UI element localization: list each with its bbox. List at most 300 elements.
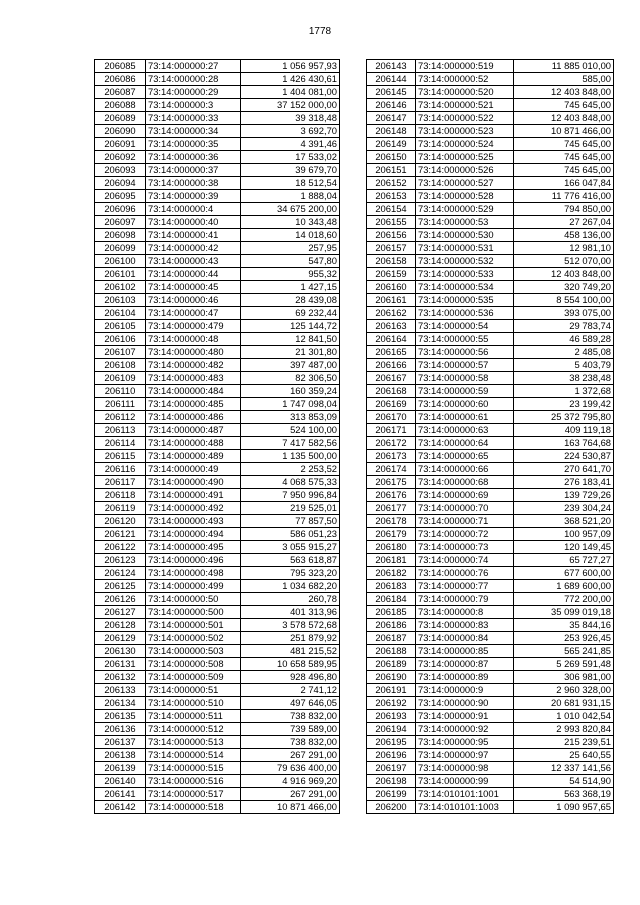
cadastral-number-cell: 73:14:000000:87 — [416, 658, 514, 671]
table-row — [95, 411, 340, 424]
value-cell: 39 318,48 — [241, 112, 340, 125]
value-cell: 745 645,00 — [514, 99, 614, 112]
row-number-cell: 206134 — [95, 697, 146, 710]
value-cell: 739 589,00 — [241, 723, 340, 736]
table-row — [95, 164, 340, 177]
table-row — [95, 801, 340, 814]
value-cell: 35 099 019,18 — [514, 606, 614, 619]
table-row — [95, 268, 340, 281]
cadastral-number-cell: 73:14:000000:64 — [416, 437, 514, 450]
table-row — [367, 398, 614, 411]
cadastral-number-cell: 73:14:000000:48 — [146, 333, 241, 346]
cadastral-number-cell: 73:14:000000:79 — [416, 593, 514, 606]
row-number-cell: 206168 — [367, 385, 416, 398]
value-cell: 65 727,27 — [514, 554, 614, 567]
row-number-cell: 206086 — [95, 73, 146, 86]
cadastral-number-cell: 73:14:000000:511 — [146, 710, 241, 723]
row-number-cell: 206166 — [367, 359, 416, 372]
cadastral-number-cell: 73:14:000000:491 — [146, 489, 241, 502]
cadastral-number-cell: 73:14:000000:29 — [146, 86, 241, 99]
value-cell: 1 034 682,20 — [241, 580, 340, 593]
cadastral-number-cell: 73:14:000000:41 — [146, 229, 241, 242]
row-number-cell: 206129 — [95, 632, 146, 645]
table-row — [95, 736, 340, 749]
row-number-cell: 206106 — [95, 333, 146, 346]
cadastral-number-cell: 73:14:000000:530 — [416, 229, 514, 242]
table-row — [367, 177, 614, 190]
value-cell: 215 239,51 — [514, 736, 614, 749]
row-number-cell: 206120 — [95, 515, 146, 528]
cadastral-number-cell: 73:14:000000:496 — [146, 554, 241, 567]
table-row — [367, 190, 614, 203]
table-row — [95, 580, 340, 593]
value-cell: 18 512,54 — [241, 177, 340, 190]
row-number-cell: 206131 — [95, 658, 146, 671]
value-cell: 267 291,00 — [241, 749, 340, 762]
table-row — [95, 502, 340, 515]
cadastral-number-cell: 73:14:000000:522 — [416, 112, 514, 125]
value-cell: 1 090 957,65 — [514, 801, 614, 814]
value-cell: 39 679,70 — [241, 164, 340, 177]
row-number-cell: 206111 — [95, 398, 146, 411]
cadastral-number-cell: 73:14:000000:27 — [146, 60, 241, 73]
value-cell: 397 487,00 — [241, 359, 340, 372]
value-cell: 14 018,60 — [241, 229, 340, 242]
value-cell: 239 304,24 — [514, 502, 614, 515]
table-row — [367, 151, 614, 164]
value-cell: 794 850,00 — [514, 203, 614, 216]
cadastral-number-cell: 73:14:000000:508 — [146, 658, 241, 671]
cadastral-number-cell: 73:14:000000:500 — [146, 606, 241, 619]
row-number-cell: 206194 — [367, 723, 416, 736]
row-number-cell: 206110 — [95, 385, 146, 398]
table-row — [95, 788, 340, 801]
value-cell: 586 051,23 — [241, 528, 340, 541]
table-row — [367, 723, 614, 736]
row-number-cell: 206099 — [95, 242, 146, 255]
table-row — [367, 697, 614, 710]
cadastral-number-cell: 73:14:000000:513 — [146, 736, 241, 749]
value-cell: 795 323,20 — [241, 567, 340, 580]
cadastral-number-cell: 73:14:000000:533 — [416, 268, 514, 281]
row-number-cell: 206127 — [95, 606, 146, 619]
table-row — [367, 554, 614, 567]
value-cell: 1 372,68 — [514, 385, 614, 398]
cadastral-number-cell: 73:14:000000:28 — [146, 73, 241, 86]
cadastral-number-cell: 73:14:000000:38 — [146, 177, 241, 190]
value-cell: 27 267,04 — [514, 216, 614, 229]
table-row — [367, 229, 614, 242]
page-number: 1778 — [308, 26, 332, 37]
row-number-cell: 206193 — [367, 710, 416, 723]
row-number-cell: 206105 — [95, 320, 146, 333]
table-row — [367, 86, 614, 99]
value-cell: 10 871 466,00 — [514, 125, 614, 138]
cadastral-number-cell: 73:14:000000:95 — [416, 736, 514, 749]
value-cell: 677 600,00 — [514, 567, 614, 580]
row-number-cell: 206159 — [367, 268, 416, 281]
table-row — [95, 294, 340, 307]
row-number-cell: 206140 — [95, 775, 146, 788]
cadastral-number-cell: 73:14:000000:60 — [416, 398, 514, 411]
cadastral-number-cell: 73:14:000000:39 — [146, 190, 241, 203]
value-cell: 306 981,00 — [514, 671, 614, 684]
row-number-cell: 206144 — [367, 73, 416, 86]
table-row — [367, 606, 614, 619]
cadastral-number-cell: 73:14:000000:515 — [146, 762, 241, 775]
value-cell: 29 783,74 — [514, 320, 614, 333]
row-number-cell: 206142 — [95, 801, 146, 814]
value-cell: 1 426 430,61 — [241, 73, 340, 86]
row-number-cell: 206186 — [367, 619, 416, 632]
row-number-cell: 206171 — [367, 424, 416, 437]
value-cell: 34 675 200,00 — [241, 203, 340, 216]
cadastral-number-cell: 73:14:000000:57 — [416, 359, 514, 372]
row-number-cell: 206165 — [367, 346, 416, 359]
value-cell: 21 301,80 — [241, 346, 340, 359]
row-number-cell: 206182 — [367, 567, 416, 580]
table-row — [95, 762, 340, 775]
value-cell: 409 119,18 — [514, 424, 614, 437]
row-number-cell: 206114 — [95, 437, 146, 450]
row-number-cell: 206170 — [367, 411, 416, 424]
cadastral-number-cell: 73:14:000000:501 — [146, 619, 241, 632]
value-cell: 28 439,08 — [241, 294, 340, 307]
cadastral-number-cell: 73:14:000000:518 — [146, 801, 241, 814]
value-cell: 2 741,12 — [241, 684, 340, 697]
cadastral-number-cell: 73:14:000000:487 — [146, 424, 241, 437]
cadastral-number-cell: 73:14:000000:479 — [146, 320, 241, 333]
cadastral-number-cell: 73:14:000000:97 — [416, 749, 514, 762]
value-cell: 497 646,05 — [241, 697, 340, 710]
value-cell: 2 485,08 — [514, 346, 614, 359]
cadastral-number-cell: 73:14:000000:480 — [146, 346, 241, 359]
table-row — [367, 164, 614, 177]
cadastral-number-cell: 73:14:000000:77 — [416, 580, 514, 593]
cadastral-number-cell: 73:14:000000:4 — [146, 203, 241, 216]
row-number-cell: 206191 — [367, 684, 416, 697]
table-row — [367, 580, 614, 593]
cadastral-number-cell: 73:14:000000:52 — [416, 73, 514, 86]
cadastral-number-cell: 73:14:000000:98 — [416, 762, 514, 775]
value-cell: 23 199,42 — [514, 398, 614, 411]
table-row — [367, 268, 614, 281]
row-number-cell: 206125 — [95, 580, 146, 593]
cadastral-number-cell: 73:14:000000:494 — [146, 528, 241, 541]
value-cell: 4 391,46 — [241, 138, 340, 151]
row-number-cell: 206091 — [95, 138, 146, 151]
table-row — [367, 424, 614, 437]
row-number-cell: 206174 — [367, 463, 416, 476]
table-row — [95, 476, 340, 489]
table-row — [95, 489, 340, 502]
table-row — [95, 203, 340, 216]
value-cell: 1 056 957,93 — [241, 60, 340, 73]
cadastral-number-cell: 73:14:000000:512 — [146, 723, 241, 736]
table-row — [95, 229, 340, 242]
row-number-cell: 206179 — [367, 528, 416, 541]
value-cell: 267 291,00 — [241, 788, 340, 801]
value-cell: 139 729,26 — [514, 489, 614, 502]
table-row — [367, 658, 614, 671]
row-number-cell: 206147 — [367, 112, 416, 125]
cadastral-number-cell: 73:14:000000:66 — [416, 463, 514, 476]
value-cell: 12 403 848,00 — [514, 112, 614, 125]
table-row — [367, 567, 614, 580]
row-number-cell: 206157 — [367, 242, 416, 255]
cadastral-number-cell: 73:14:000000:485 — [146, 398, 241, 411]
table-row — [367, 593, 614, 606]
cadastral-number-cell: 73:14:000000:63 — [416, 424, 514, 437]
table-row — [95, 541, 340, 554]
value-cell: 512 070,00 — [514, 255, 614, 268]
cadastral-number-cell: 73:14:000000:536 — [416, 307, 514, 320]
table-row — [95, 645, 340, 658]
table-row — [95, 177, 340, 190]
row-number-cell: 206138 — [95, 749, 146, 762]
table-row — [95, 60, 340, 73]
value-cell: 2 253,52 — [241, 463, 340, 476]
table-row — [367, 749, 614, 762]
table-row — [367, 99, 614, 112]
value-cell: 320 749,20 — [514, 281, 614, 294]
table-row — [367, 307, 614, 320]
table-row — [95, 437, 340, 450]
cadastral-number-cell: 73:14:010101:1001 — [416, 788, 514, 801]
value-cell: 160 359,24 — [241, 385, 340, 398]
cadastral-number-cell: 73:14:000000:59 — [416, 385, 514, 398]
row-number-cell: 206097 — [95, 216, 146, 229]
cadastral-number-cell: 73:14:000000:37 — [146, 164, 241, 177]
row-number-cell: 206116 — [95, 463, 146, 476]
value-cell: 17 533,02 — [241, 151, 340, 164]
cadastral-number-cell: 73:14:000000:34 — [146, 125, 241, 138]
cadastral-number-cell: 73:14:000000:71 — [416, 515, 514, 528]
value-cell: 2 993 820,84 — [514, 723, 614, 736]
row-number-cell: 206181 — [367, 554, 416, 567]
row-number-cell: 206154 — [367, 203, 416, 216]
row-number-cell: 206095 — [95, 190, 146, 203]
value-cell: 772 200,00 — [514, 593, 614, 606]
cadastral-number-cell: 73:14:000000:91 — [416, 710, 514, 723]
row-number-cell: 206112 — [95, 411, 146, 424]
value-cell: 12 981,10 — [514, 242, 614, 255]
cadastral-number-cell: 73:14:000000:532 — [416, 255, 514, 268]
table-row — [95, 138, 340, 151]
table-row — [367, 411, 614, 424]
table-row — [95, 281, 340, 294]
cadastral-number-cell: 73:14:000000:9 — [416, 684, 514, 697]
row-number-cell: 206130 — [95, 645, 146, 658]
table-row — [367, 463, 614, 476]
table-row — [95, 86, 340, 99]
cadastral-number-cell: 73:14:000000:526 — [416, 164, 514, 177]
row-number-cell: 206148 — [367, 125, 416, 138]
value-cell: 11 776 416,00 — [514, 190, 614, 203]
value-cell: 46 589,28 — [514, 333, 614, 346]
row-number-cell: 206104 — [95, 307, 146, 320]
value-cell: 458 136,00 — [514, 229, 614, 242]
row-number-cell: 206128 — [95, 619, 146, 632]
row-number-cell: 206089 — [95, 112, 146, 125]
cadastral-number-cell: 73:14:000000:495 — [146, 541, 241, 554]
table-row — [367, 385, 614, 398]
table-row — [367, 359, 614, 372]
table-row — [367, 125, 614, 138]
row-number-cell: 206152 — [367, 177, 416, 190]
cadastral-number-cell: 73:14:000000:502 — [146, 632, 241, 645]
row-number-cell: 206196 — [367, 749, 416, 762]
value-cell: 7 417 582,56 — [241, 437, 340, 450]
row-number-cell: 206108 — [95, 359, 146, 372]
cadastral-number-cell: 73:14:000000:517 — [146, 788, 241, 801]
cadastral-number-cell: 73:14:000000:3 — [146, 99, 241, 112]
table-row — [95, 658, 340, 671]
value-cell: 257,95 — [241, 242, 340, 255]
cadastral-number-cell: 73:14:000000:35 — [146, 138, 241, 151]
row-number-cell: 206188 — [367, 645, 416, 658]
table-row — [95, 723, 340, 736]
row-number-cell: 206143 — [367, 60, 416, 73]
cadastral-number-cell: 73:14:000000:76 — [416, 567, 514, 580]
cadastral-number-cell: 73:14:000000:519 — [416, 60, 514, 73]
cadastral-number-cell: 73:14:000000:33 — [146, 112, 241, 125]
value-cell: 251 879,92 — [241, 632, 340, 645]
row-number-cell: 206197 — [367, 762, 416, 775]
table-row — [367, 60, 614, 73]
cadastral-number-cell: 73:14:000000:8 — [416, 606, 514, 619]
value-cell: 79 636 400,00 — [241, 762, 340, 775]
table-row — [95, 684, 340, 697]
value-cell: 8 554 100,00 — [514, 294, 614, 307]
row-number-cell: 206146 — [367, 99, 416, 112]
table-row — [367, 502, 614, 515]
table-row — [367, 788, 614, 801]
row-number-cell: 206195 — [367, 736, 416, 749]
table-row — [95, 151, 340, 164]
cadastral-number-cell: 73:14:000000:527 — [416, 177, 514, 190]
row-number-cell: 206123 — [95, 554, 146, 567]
cadastral-number-cell: 73:14:000000:90 — [416, 697, 514, 710]
cadastral-number-cell: 73:14:000000:520 — [416, 86, 514, 99]
row-number-cell: 206122 — [95, 541, 146, 554]
cadastral-number-cell: 73:14:000000:73 — [416, 541, 514, 554]
value-cell: 1 404 081,00 — [241, 86, 340, 99]
cadastral-number-cell: 73:14:000000:61 — [416, 411, 514, 424]
value-cell: 565 241,85 — [514, 645, 614, 658]
value-cell: 82 306,50 — [241, 372, 340, 385]
value-cell: 10 343,48 — [241, 216, 340, 229]
value-cell: 125 144,72 — [241, 320, 340, 333]
table-row — [95, 515, 340, 528]
row-number-cell: 206185 — [367, 606, 416, 619]
row-number-cell: 206173 — [367, 450, 416, 463]
table-row — [95, 190, 340, 203]
value-cell: 3 578 572,68 — [241, 619, 340, 632]
row-number-cell: 206151 — [367, 164, 416, 177]
cadastral-number-cell: 73:14:000000:531 — [416, 242, 514, 255]
value-cell: 4 916 969,20 — [241, 775, 340, 788]
value-cell: 5 269 591,48 — [514, 658, 614, 671]
cadastral-number-cell: 73:14:000000:524 — [416, 138, 514, 151]
cadastral-number-cell: 73:14:000000:514 — [146, 749, 241, 762]
row-number-cell: 206088 — [95, 99, 146, 112]
table-row — [95, 424, 340, 437]
value-cell: 393 075,00 — [514, 307, 614, 320]
row-number-cell: 206180 — [367, 541, 416, 554]
cadastral-number-cell: 73:14:000000:483 — [146, 372, 241, 385]
table-row — [95, 346, 340, 359]
table-row — [367, 489, 614, 502]
row-number-cell: 206161 — [367, 294, 416, 307]
table-row — [95, 255, 340, 268]
cadastral-number-cell: 73:14:000000:529 — [416, 203, 514, 216]
cadastral-number-cell: 73:14:000000:46 — [146, 294, 241, 307]
row-number-cell: 206141 — [95, 788, 146, 801]
value-cell: 12 337 141,56 — [514, 762, 614, 775]
table-row — [95, 398, 340, 411]
value-cell: 585,00 — [514, 73, 614, 86]
cadastral-number-cell: 73:14:000000:92 — [416, 723, 514, 736]
row-number-cell: 206200 — [367, 801, 416, 814]
table-row — [95, 307, 340, 320]
row-number-cell: 206177 — [367, 502, 416, 515]
table-row — [95, 710, 340, 723]
cadastral-number-cell: 73:14:000000:99 — [416, 775, 514, 788]
value-cell: 1 427,15 — [241, 281, 340, 294]
value-cell: 38 238,48 — [514, 372, 614, 385]
row-number-cell: 206132 — [95, 671, 146, 684]
value-cell: 738 832,00 — [241, 710, 340, 723]
cadastral-number-cell: 73:14:010101:1003 — [416, 801, 514, 814]
value-cell: 1 888,04 — [241, 190, 340, 203]
table-row — [367, 710, 614, 723]
table-row — [367, 372, 614, 385]
cadastral-number-cell: 73:14:000000:509 — [146, 671, 241, 684]
row-number-cell: 206162 — [367, 307, 416, 320]
cadastral-number-cell: 73:14:000000:55 — [416, 333, 514, 346]
cadastral-number-cell: 73:14:000000:40 — [146, 216, 241, 229]
cadastral-number-cell: 73:14:000000:54 — [416, 320, 514, 333]
value-cell: 100 957,09 — [514, 528, 614, 541]
value-cell: 928 496,80 — [241, 671, 340, 684]
row-number-cell: 206176 — [367, 489, 416, 502]
row-number-cell: 206113 — [95, 424, 146, 437]
cadastral-number-cell: 73:14:000000:489 — [146, 450, 241, 463]
value-cell: 219 525,01 — [241, 502, 340, 515]
row-number-cell: 206087 — [95, 86, 146, 99]
cadastral-number-cell: 73:14:000000:44 — [146, 268, 241, 281]
cadastral-number-cell: 73:14:000000:521 — [416, 99, 514, 112]
cadastral-number-cell: 73:14:000000:89 — [416, 671, 514, 684]
table-row — [367, 476, 614, 489]
row-number-cell: 206150 — [367, 151, 416, 164]
registry-table-left — [94, 59, 340, 814]
table-row — [367, 294, 614, 307]
table-row — [367, 801, 614, 814]
table-row — [367, 619, 614, 632]
cadastral-number-cell: 73:14:000000:69 — [416, 489, 514, 502]
table-row — [367, 632, 614, 645]
row-number-cell: 206135 — [95, 710, 146, 723]
row-number-cell: 206115 — [95, 450, 146, 463]
cadastral-number-cell: 73:14:000000:84 — [416, 632, 514, 645]
value-cell: 481 215,52 — [241, 645, 340, 658]
value-cell: 12 403 848,00 — [514, 86, 614, 99]
value-cell: 77 857,50 — [241, 515, 340, 528]
table-row — [95, 359, 340, 372]
cadastral-number-cell: 73:14:000000:72 — [416, 528, 514, 541]
